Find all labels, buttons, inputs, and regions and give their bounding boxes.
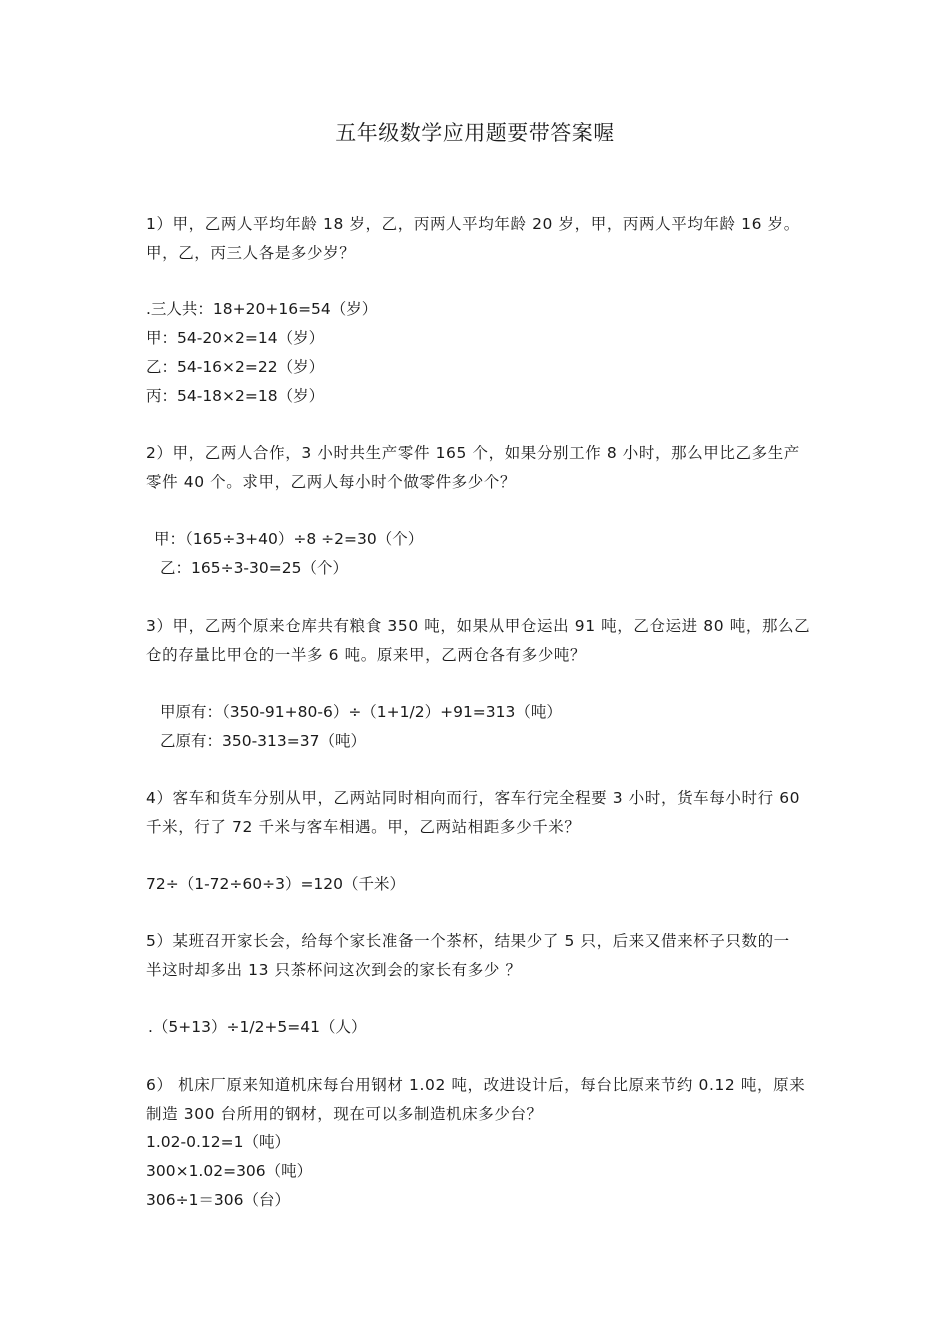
question-text: 千米，行了 72 千米与客车相遇。甲，乙两站相距多少千米？ (146, 818, 581, 836)
page-title: 五年级数学应用题要带答案喔 (335, 121, 615, 145)
question-text: 2）甲，乙两人合作，3 小时共生产零件 165 个，如果分别工作 8 小时，那么甲比乙多生产 (146, 444, 800, 462)
question-text: 3）甲，乙两个原来仓库共有粮食 350 吨，如果从甲仓运出 91 吨，乙仓运进 80 吨，那么乙 (146, 617, 811, 635)
question-text: 零件 40 个。求甲，乙两人每小时个做零件多少个？ (146, 473, 517, 491)
question-text: 制造 300 台所用的钢材，现在可以多制造机床多少台？ (146, 1105, 543, 1123)
question-text: 1）甲，乙两人平均年龄 18 岁，乙，丙两人平均年龄 20 岁，甲，丙两人平均年龄 16 岁。 (146, 215, 800, 233)
question-text: 半这时却多出 13 只茶杯问这次到会的家长有多少 ？ (146, 961, 522, 979)
answer-line: .（5+13）÷1/2+5=41（人） (148, 1018, 367, 1036)
answer-line: 乙原有：350-313=37（吨） (160, 732, 366, 750)
question-text: 4）客车和货车分别从甲，乙两站同时相向而行，客车行完全程要 3 小时，货车每小时行 60 (146, 789, 801, 807)
answer-line: 甲：（165÷3+40）÷8 ÷2=30（个） (154, 530, 424, 548)
answer-line: 300×1.02=306（吨） (146, 1162, 313, 1180)
answer-line: 甲：54-20×2=14（岁） (146, 329, 325, 347)
question-text: 6） 机床厂原来知道机床每台用钢材 1.02 吨，改进设计后，每台比原来节约 0.12 吨，原来 (146, 1076, 806, 1094)
answer-line: 甲原有：（350-91+80-6）÷（1+1/2）+91=313（吨） (160, 703, 562, 721)
answer-line: 1.02-0.12=1（吨） (146, 1133, 290, 1151)
answer-line: .三人共：18+20+16=54（岁） (146, 300, 378, 318)
answer-line: 丙：54-18×2=18（岁） (146, 387, 325, 405)
question-text: 5）某班召开家长会，给每个家长准备一个茶杯，结果少了 5 只，后来又借来杯子只数的一 (146, 932, 790, 950)
answer-line: 乙：165÷3-30=25（个） (160, 559, 348, 577)
answer-line: 72÷（1-72÷60÷3）=120（千米） (146, 875, 406, 893)
question-text: 甲，乙，丙三人各是多少岁？ (146, 244, 356, 262)
answer-line: 306÷1＝306（台） (146, 1191, 291, 1209)
answer-line: 乙：54-16×2=22（岁） (146, 358, 325, 376)
question-text: 仓的存量比甲仓的一半多 6 吨。原来甲，乙两仓各有多少吨？ (146, 646, 587, 664)
